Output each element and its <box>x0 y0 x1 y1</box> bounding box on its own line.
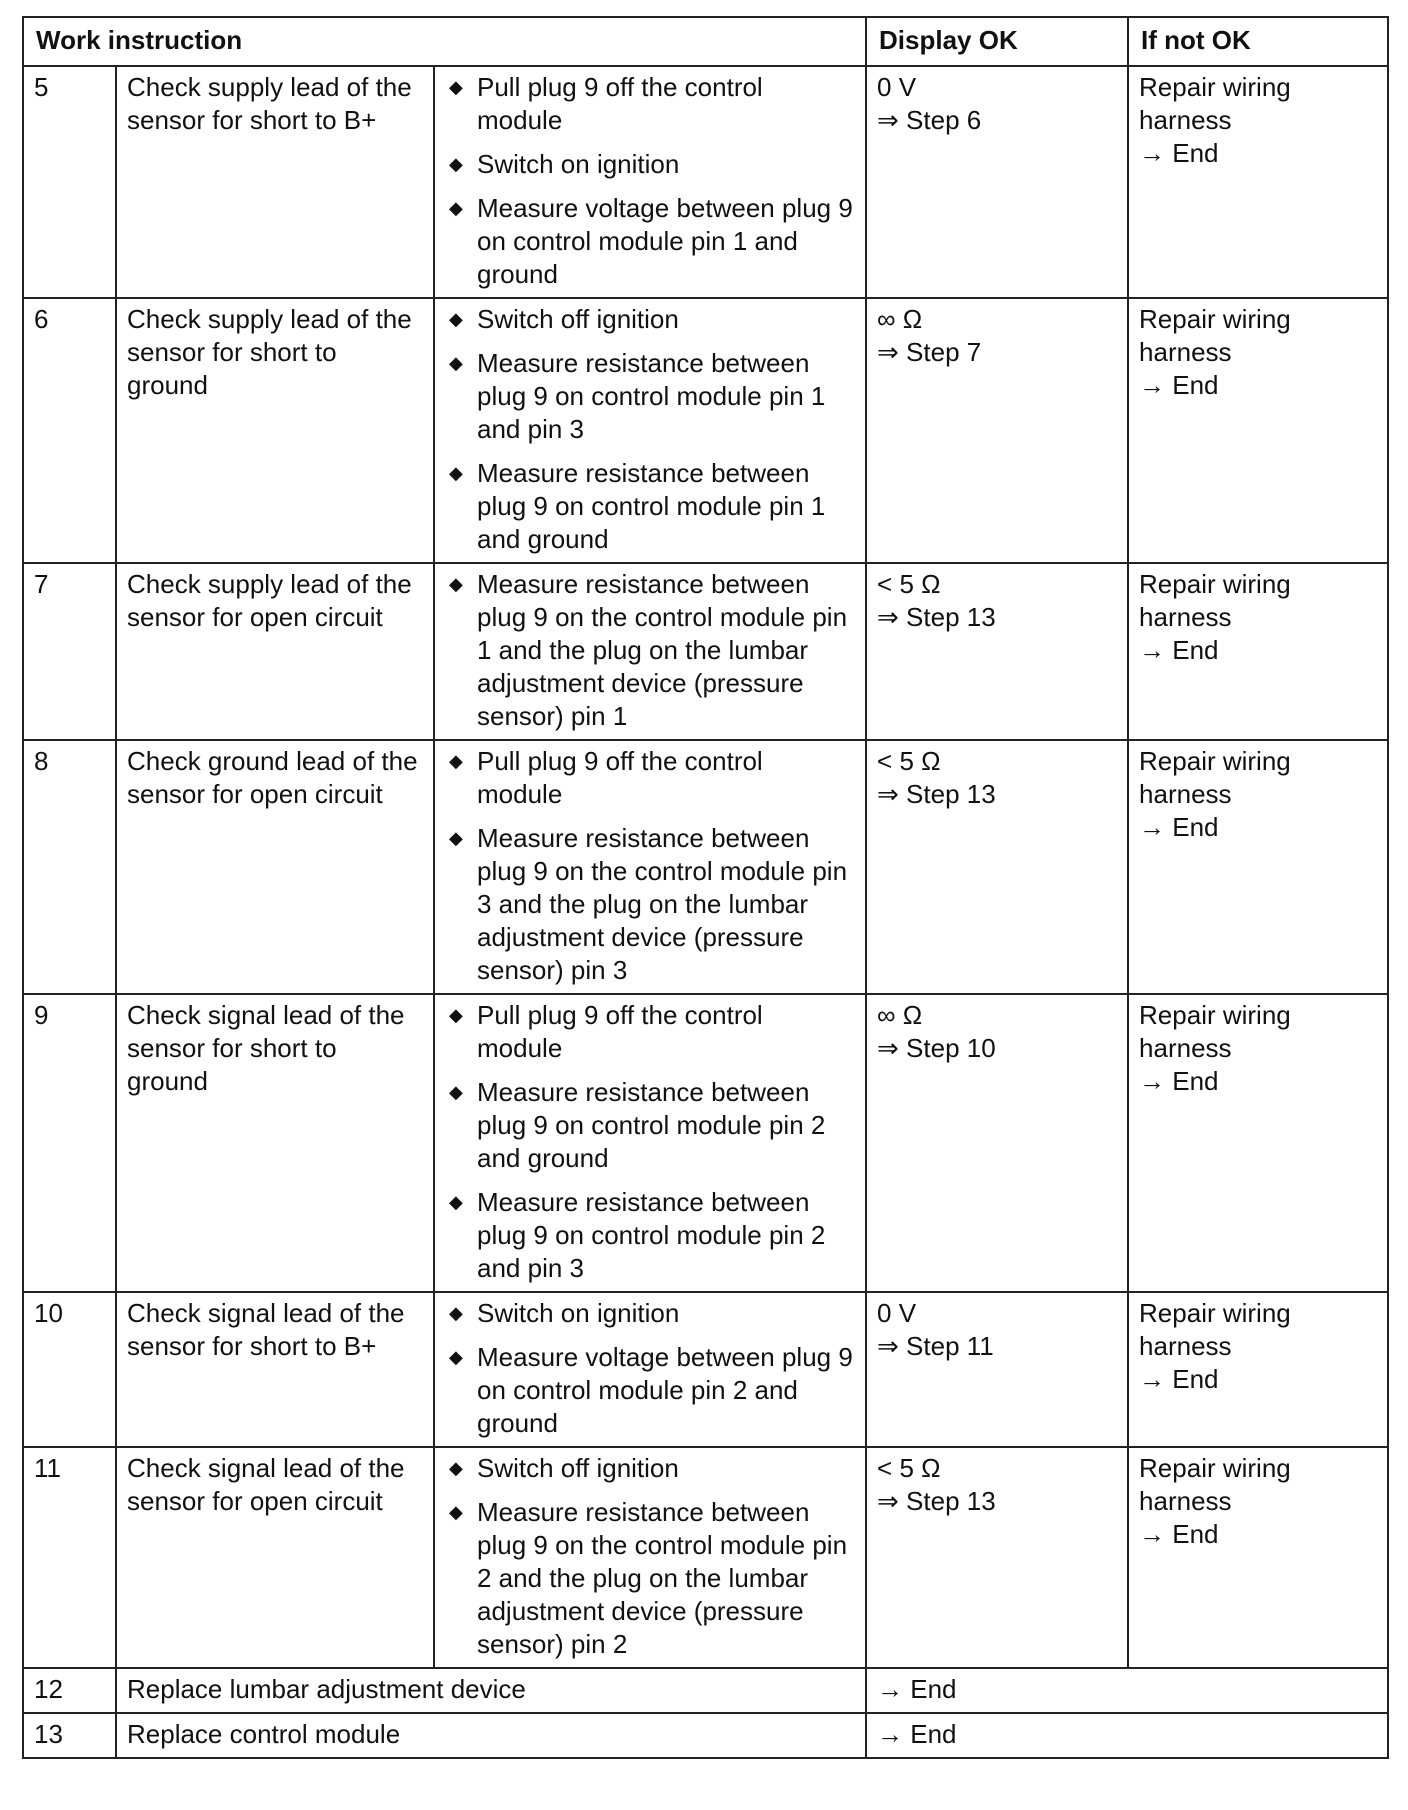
step-instructions <box>434 66 866 298</box>
instruction-text: Measure resistance between plug 9 on control module pin 1 and ground <box>477 458 826 554</box>
diamond-bullet-icon: ◆ <box>449 751 463 771</box>
header-work-instruction: Work instruction <box>23 17 866 66</box>
display-ok-value: 0 V <box>877 1298 917 1328</box>
step-instructions <box>434 1447 866 1668</box>
instruction-text: Measure voltage between plug 9 on control module pin 1 and ground <box>477 193 853 289</box>
instruction-item <box>445 457 855 556</box>
instruction-text: Measure voltage between plug 9 on control module pin 2 and ground <box>477 1342 853 1438</box>
instruction-text: Pull plug 9 off the control module <box>477 1000 763 1063</box>
step-instructions <box>434 298 866 563</box>
instruction-item <box>445 745 855 811</box>
diamond-bullet-icon: ◆ <box>449 77 463 97</box>
if-not-ok-action: Repair wiring harness <box>1139 746 1291 809</box>
table-header-row <box>23 17 1388 66</box>
if-not-ok-cell <box>1128 563 1388 740</box>
step-number: 8 <box>23 740 116 994</box>
instruction-text: Measure resistance between plug 9 on the control module pin 2 and the plug on the lumbar adjustment device (pressure sensor) pin 2 <box>477 1497 848 1659</box>
diamond-bullet-icon: ◆ <box>449 1192 463 1212</box>
instruction-item <box>445 568 855 733</box>
diamond-bullet-icon: ◆ <box>449 198 463 218</box>
if-not-ok-action: Repair wiring harness <box>1139 569 1291 632</box>
if-not-ok-next: → End <box>1139 138 1219 168</box>
step-task: Check signal lead of the sensor for short to B+ <box>116 1292 434 1447</box>
instruction-list <box>445 1452 855 1661</box>
step-instructions <box>434 1292 866 1447</box>
table-row <box>23 1447 1388 1668</box>
work-instruction-table <box>22 16 1389 1759</box>
instruction-text: Measure resistance between plug 9 on control module pin 1 and pin 3 <box>477 348 826 444</box>
step-task: Replace control module <box>116 1713 866 1758</box>
step-task: Check signal lead of the sensor for short to ground <box>116 994 434 1292</box>
step-number: 7 <box>23 563 116 740</box>
diamond-bullet-icon: ◆ <box>449 1082 463 1102</box>
display-ok-next-step: ⇒ Step 13 <box>877 602 996 632</box>
step-result: → End <box>866 1713 1388 1758</box>
diamond-bullet-icon: ◆ <box>449 1502 463 1522</box>
instruction-item <box>445 822 855 987</box>
display-ok-cell <box>866 1292 1128 1447</box>
instruction-item <box>445 999 855 1065</box>
table-row <box>23 1668 1388 1713</box>
instruction-item <box>445 1186 855 1285</box>
if-not-ok-action: Repair wiring harness <box>1139 1453 1291 1516</box>
display-ok-next-step: ⇒ Step 10 <box>877 1033 996 1063</box>
diamond-bullet-icon: ◆ <box>449 1303 463 1323</box>
display-ok-cell <box>866 298 1128 563</box>
step-task: Replace lumbar adjustment device <box>116 1668 866 1713</box>
diamond-bullet-icon: ◆ <box>449 574 463 594</box>
instruction-text: Measure resistance between plug 9 on the control module pin 3 and the plug on the lumbar adjustment device (pressure sensor) pin 3 <box>477 823 848 985</box>
step-task: Check supply lead of the sensor for short to ground <box>116 298 434 563</box>
instruction-list <box>445 568 855 733</box>
if-not-ok-action: Repair wiring harness <box>1139 72 1291 135</box>
step-instructions <box>434 563 866 740</box>
table-row <box>23 1713 1388 1758</box>
display-ok-value: 0 V <box>877 72 917 102</box>
table-row <box>23 740 1388 994</box>
step-task: Check signal lead of the sensor for open circuit <box>116 1447 434 1668</box>
diamond-bullet-icon: ◆ <box>449 1458 463 1478</box>
instruction-list <box>445 745 855 987</box>
instruction-item <box>445 347 855 446</box>
diamond-bullet-icon: ◆ <box>449 154 463 174</box>
if-not-ok-next: → End <box>1139 370 1219 400</box>
if-not-ok-action: Repair wiring harness <box>1139 1000 1291 1063</box>
instruction-item <box>445 1297 855 1330</box>
instruction-text: Switch on ignition <box>477 1298 680 1328</box>
display-ok-cell <box>866 563 1128 740</box>
instruction-item <box>445 1341 855 1440</box>
instruction-text: Switch off ignition <box>477 1453 679 1483</box>
instruction-text: Pull plug 9 off the control module <box>477 72 763 135</box>
instruction-item <box>445 1452 855 1485</box>
display-ok-value: < 5 Ω <box>877 569 941 599</box>
step-task: Check supply lead of the sensor for open circuit <box>116 563 434 740</box>
step-number: 11 <box>23 1447 116 1668</box>
if-not-ok-cell <box>1128 298 1388 563</box>
diamond-bullet-icon: ◆ <box>449 353 463 373</box>
header-if-not-ok: If not OK <box>1128 17 1388 66</box>
instruction-list <box>445 1297 855 1440</box>
instruction-list <box>445 71 855 291</box>
diamond-bullet-icon: ◆ <box>449 828 463 848</box>
instruction-item <box>445 1076 855 1175</box>
instruction-text: Measure resistance between plug 9 on the control module pin 1 and the plug on the lumbar adjustment device (pressure sensor) pin 1 <box>477 569 848 731</box>
step-result: → End <box>866 1668 1388 1713</box>
step-number: 10 <box>23 1292 116 1447</box>
step-number: 9 <box>23 994 116 1292</box>
table-row <box>23 298 1388 563</box>
step-task: Check supply lead of the sensor for short to B+ <box>116 66 434 298</box>
if-not-ok-cell <box>1128 740 1388 994</box>
display-ok-value: ∞ Ω <box>877 304 923 334</box>
display-ok-value: ∞ Ω <box>877 1000 923 1030</box>
diamond-bullet-icon: ◆ <box>449 1005 463 1025</box>
step-number: 6 <box>23 298 116 563</box>
instruction-item <box>445 148 855 181</box>
if-not-ok-cell <box>1128 994 1388 1292</box>
step-number: 13 <box>23 1713 116 1758</box>
display-ok-cell <box>866 66 1128 298</box>
display-ok-value: < 5 Ω <box>877 1453 941 1483</box>
instruction-item <box>445 1496 855 1661</box>
if-not-ok-cell <box>1128 1447 1388 1668</box>
if-not-ok-action: Repair wiring harness <box>1139 1298 1291 1361</box>
display-ok-next-step: ⇒ Step 13 <box>877 1486 996 1516</box>
instruction-list <box>445 999 855 1285</box>
display-ok-next-step: ⇒ Step 6 <box>877 105 982 135</box>
table-row <box>23 994 1388 1292</box>
instruction-text: Switch off ignition <box>477 304 679 334</box>
step-task: Check ground lead of the sensor for open circuit <box>116 740 434 994</box>
display-ok-next-step: ⇒ Step 7 <box>877 337 982 367</box>
diamond-bullet-icon: ◆ <box>449 1347 463 1367</box>
table-row <box>23 563 1388 740</box>
display-ok-cell <box>866 740 1128 994</box>
step-instructions <box>434 994 866 1292</box>
instruction-item <box>445 303 855 336</box>
display-ok-next-step: ⇒ Step 11 <box>877 1331 994 1361</box>
if-not-ok-next: → End <box>1139 812 1219 842</box>
step-number: 5 <box>23 66 116 298</box>
diamond-bullet-icon: ◆ <box>449 309 463 329</box>
instruction-text: Measure resistance between plug 9 on control module pin 2 and pin 3 <box>477 1187 826 1283</box>
diamond-bullet-icon: ◆ <box>449 463 463 483</box>
step-number: 12 <box>23 1668 116 1713</box>
if-not-ok-cell <box>1128 1292 1388 1447</box>
step-instructions <box>434 740 866 994</box>
display-ok-value: < 5 Ω <box>877 746 941 776</box>
instruction-item <box>445 192 855 291</box>
instruction-list <box>445 303 855 556</box>
if-not-ok-next: → End <box>1139 1066 1219 1096</box>
table-row <box>23 1292 1388 1447</box>
if-not-ok-next: → End <box>1139 635 1219 665</box>
instruction-item <box>445 71 855 137</box>
instruction-text: Pull plug 9 off the control module <box>477 746 763 809</box>
if-not-ok-next: → End <box>1139 1519 1219 1549</box>
header-display-ok: Display OK <box>866 17 1128 66</box>
table-row <box>23 66 1388 298</box>
display-ok-next-step: ⇒ Step 13 <box>877 779 996 809</box>
if-not-ok-cell <box>1128 66 1388 298</box>
display-ok-cell <box>866 1447 1128 1668</box>
display-ok-cell <box>866 994 1128 1292</box>
instruction-text: Switch on ignition <box>477 149 680 179</box>
if-not-ok-next: → End <box>1139 1364 1219 1394</box>
instruction-text: Measure resistance between plug 9 on control module pin 2 and ground <box>477 1077 826 1173</box>
if-not-ok-action: Repair wiring harness <box>1139 304 1291 367</box>
